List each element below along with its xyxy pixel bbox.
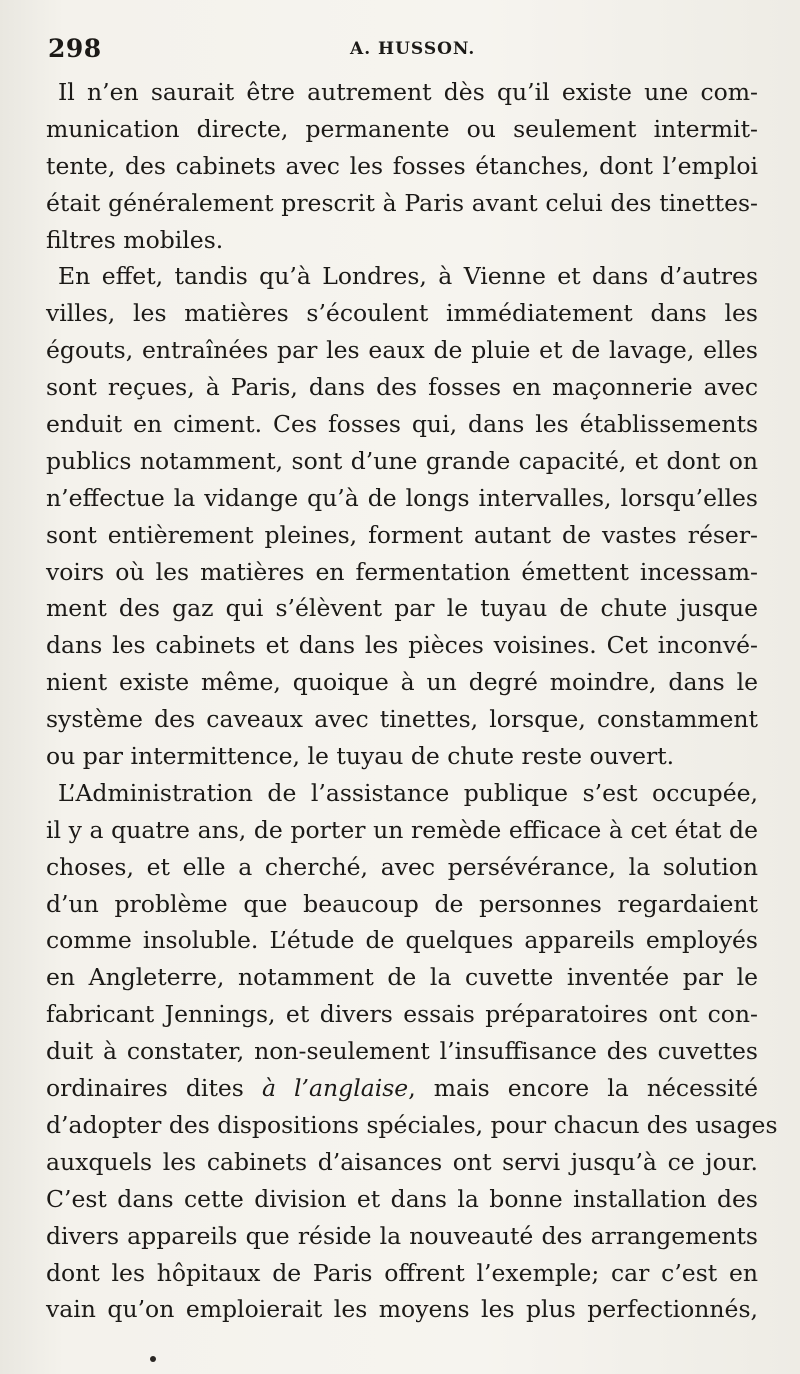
text-line: publics notamment, sont d’une grande capacité, et dont on: [46, 446, 758, 475]
text-line: fabricant Jennings, et divers essais préparatoires ont con-: [46, 1000, 758, 1029]
text-line: vain qu’on emploierait les moyens les plus perfectionnés,: [46, 1295, 758, 1324]
text-line: duit à constater, non-seulement l’insuffisance des cuvettes: [46, 1037, 758, 1066]
text-line: d’adopter des dispositions spéciales, pour chacun des usages: [46, 1110, 778, 1139]
text-line: était généralement prescrit à Paris avant celui des tinettes-: [46, 188, 758, 217]
text-line-with-italic: [46, 1070, 758, 1107]
text-line: ou par intermittence, le tuyau de chute reste ouvert.: [46, 742, 675, 771]
text-line: L’Administration de l’assistance publique s’est occupée,: [58, 778, 758, 807]
body-text: [46, 74, 778, 1328]
page-number: 298: [48, 34, 102, 63]
italic-phrase: à l’anglaise: [261, 1074, 409, 1103]
text-line: système des caveaux avec tinettes, lorsque, constamment: [46, 705, 758, 734]
text-segment: ordinaires dites: [46, 1074, 262, 1103]
text-line: comme insoluble. L’étude de quelques appareils employés: [46, 926, 758, 955]
text-line: auxquels les cabinets d’aisances ont servi jusqu’à ce jour.: [46, 1147, 758, 1176]
text-line: tente, des cabinets avec les fosses étanches, dont l’emploi: [46, 151, 758, 180]
text-line: C’est dans cette division et dans la bonne installation des: [46, 1184, 758, 1213]
running-head: A. HUSSON.: [350, 39, 476, 59]
text-line: Il n’en saurait être autrement dès qu’il existe une com-: [58, 78, 758, 106]
text-line: sont entièrement pleines, forment autant de vastes réser-: [46, 520, 758, 549]
text-line: sont reçues, à Paris, dans des fosses en maçonnerie avec: [46, 373, 758, 402]
text-line: enduit en ciment. Ces fosses qui, dans les établissements: [46, 410, 758, 439]
text-line: n’effectue la vidange qu’à de longs intervalles, lorsqu’elles: [46, 483, 758, 512]
text-line: d’un problème que beaucoup de personnes regardaient: [46, 889, 758, 918]
text-line: voirs où les matières en fermentation émettent incessam-: [46, 557, 758, 586]
text-line: munication directe, permanente ou seulement intermit-: [46, 114, 758, 143]
text-line: divers appareils que réside la nouveauté des arrangements: [46, 1221, 758, 1250]
ink-dot: [150, 1356, 156, 1362]
text-line: égouts, entraînées par les eaux de pluie et de lavage, elles: [46, 336, 758, 365]
text-line: choses, et elle a cherché, avec persévérance, la solution: [46, 852, 758, 881]
page-header: [48, 34, 758, 68]
text-line: il y a quatre ans, de porter un remède efficace à cet état de: [46, 815, 758, 844]
text-line: En effet, tandis qu’à Londres, à Vienne et dans d’autres: [58, 262, 758, 291]
text-segment: , mais encore la nécessité: [408, 1074, 758, 1103]
text-line: ment des gaz qui s’élèvent par le tuyau de chute jusque: [46, 594, 758, 623]
text-line: en Angleterre, notamment de la cuvette inventée par le: [46, 963, 758, 992]
text-line: nient existe même, quoique à un degré moindre, dans le: [46, 668, 758, 697]
text-line: dans les cabinets et dans les pièces voisines. Cet inconvé-: [46, 631, 758, 660]
text-line: dont les hôpitaux de Paris offrent l’exemple; car c’est en: [46, 1258, 758, 1287]
text-line: villes, les matières s’écoulent immédiatement dans les: [46, 299, 758, 328]
text-line: filtres mobiles.: [46, 225, 224, 254]
